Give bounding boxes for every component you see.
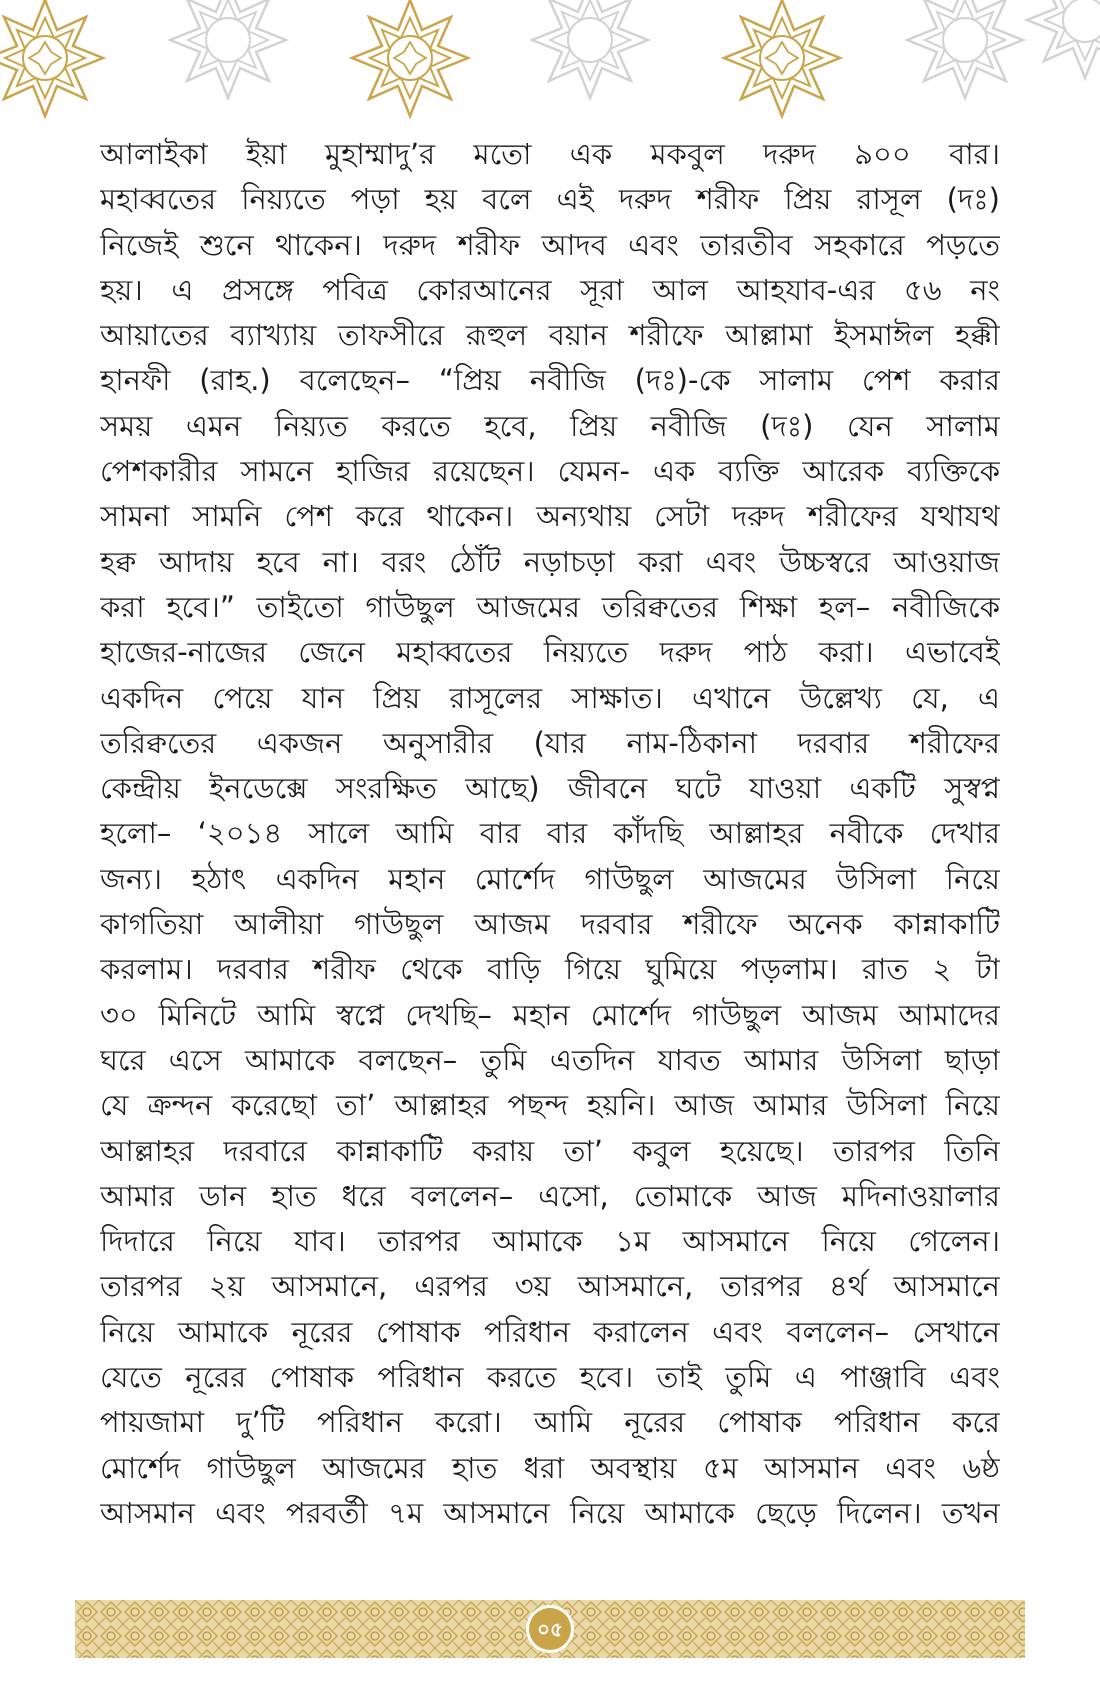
text-line: কেন্দ্রীয় ইনডেক্সে সংরক্ষিত আছে) জীবনে ঘটে যাওয়া একটি সুস্বপ্ন bbox=[100, 771, 1000, 806]
body-text bbox=[100, 132, 1000, 1536]
text-line: যে ক্রন্দন করেছো তা’ আল্লাহর পছন্দ হয়নি। আজ আমার উসিলা নিয়ে bbox=[100, 1088, 1000, 1123]
text-line: ৩০ মিনিটে আমি স্বপ্নে দেখছি– মহান মোর্শেদ গাউছুল আজম আমাদের bbox=[100, 997, 1000, 1032]
text-line: যেতে নূরের পোষাক পরিধান করতে হবে। তাই তুমি এ পাঞ্জাবি এবং bbox=[100, 1360, 1000, 1395]
text-line: করলাম। দরবার শরীফ থেকে বাড়ি গিয়ে ঘুমিয়ে পড়লাম। রাত ২ টা bbox=[100, 952, 1000, 987]
text-line: হলো– ‘২০১৪ সালে আমি বার বার কাঁদছি আল্লাহর নবীকে দেখার bbox=[100, 816, 1000, 851]
text-line: দিদারে নিয়ে যাব। তারপর আমাকে ১ম আসমানে নিয়ে গেলেন। bbox=[100, 1224, 1000, 1259]
text-line: আমার ডান হাত ধরে বললেন– এসো, তোমাকে আজ মদিনাওয়ালার bbox=[100, 1178, 1000, 1213]
text-line: হক্ব আদায় হবে না। বরং ঠোঁট নড়াচড়া করা এবং উচ্চস্বরে আওয়াজ bbox=[100, 544, 1000, 579]
text-line: হাজের-নাজের জেনে মহাব্বতের নিয়্যতে দরুদ পাঠ করা। এভাবেই bbox=[100, 635, 1000, 670]
text-line: আয়াতের ব্যাখ্যায় তাফসীরে রূহুল বয়ান শরীফে আল্লামা ইসমাঈল হক্কী bbox=[100, 318, 1000, 353]
text-line: সময় এমন নিয়্যত করতে হবে, প্রিয় নবীজি (দঃ) যেন সালাম bbox=[100, 408, 1000, 443]
text-line: তারপর ২য় আসমানে, এরপর ৩য় আসমানে, তারপর ৪র্থ আসমানে bbox=[100, 1269, 1000, 1304]
text-line: পায়জামা দু’টি পরিধান করো। আমি নূরের পোষাক পরিধান করে bbox=[100, 1405, 1000, 1440]
text-line: তরিক্বতের একজন অনুসারীর (যার নাম-ঠিকানা দরবার শরীফের bbox=[100, 725, 1000, 760]
text-line: আলাইকা ইয়া মুহাম্মাদু’র মতো এক মকবুল দরুদ ৯০০ বার। bbox=[100, 137, 1000, 171]
page-number: ০৫ bbox=[529, 1608, 571, 1650]
text-line: সামনা সামনি পেশ করে থাকেন। অন্যথায় সেটা দরুদ শরীফের যথাযথ bbox=[100, 499, 1000, 534]
text-line: নিয়ে আমাকে নূরের পোষাক পরিধান করালেন এবং বললেন– সেখানে bbox=[100, 1314, 1000, 1349]
text-line: পেশকারীর সামনে হাজির রয়েছেন। যেমন- এক ব্যক্তি আরেক ব্যক্তিকে bbox=[100, 454, 1000, 489]
text-line: আসমান এবং পরবর্তী ৭ম আসমানে নিয়ে আমাকে ছেড়ে দিলেন। তখন bbox=[100, 1495, 1000, 1530]
text-line: মোর্শেদ গাউছুল আজমের হাত ধরা অবস্থায় ৫ম আসমান এবং ৬ষ্ঠ bbox=[100, 1450, 1000, 1485]
text-line: ঘরে এসে আমাকে বলছেন– তুমি এতদিন যাবত আমার উসিলা ছাড়া bbox=[100, 1042, 1000, 1077]
text-line: জন্য। হঠাৎ একদিন মহান মোর্শেদ গাউছুল আজমের উসিলা নিয়ে bbox=[100, 861, 1000, 896]
text-line: মহাব্বতের নিয়্যতে পড়া হয় বলে এই দরুদ শরীফ প্রিয় রাসূল (দঃ) bbox=[100, 182, 1000, 217]
text-line: আল্লাহর দরবারে কান্নাকাটি করায় তা’ কবুল হয়েছে। তারপর তিনি bbox=[100, 1133, 1000, 1168]
text-line: হানফী (রাহ.) বলেছেন– “প্রিয় নবীজি (দঃ)-কে সালাম পেশ করার bbox=[100, 363, 1000, 398]
text-line: নিজেই শুনে থাকেন। দরুদ শরীফ আদব এবং তারতীব সহকারে পড়তে bbox=[100, 227, 1000, 262]
text-line: কাগতিয়া আলীয়া গাউছুল আজম দরবার শরীফে অনেক কান্নাকাটি bbox=[100, 907, 1000, 942]
text-line: হয়। এ প্রসঙ্গে পবিত্র কোরআনের সূরা আল আহযাব-এর ৫৬ নং bbox=[100, 272, 1000, 307]
text-line: করা হবে।” তাইতো গাউছুল আজমের তরিক্বতের শিক্ষা হল– নবীজিকে bbox=[100, 589, 1000, 624]
text-line: একদিন পেয়ে যান প্রিয় রাসূলের সাক্ষাত। এখানে উল্লেখ্য যে, এ bbox=[100, 680, 1000, 715]
top-ornament bbox=[0, 0, 1100, 125]
